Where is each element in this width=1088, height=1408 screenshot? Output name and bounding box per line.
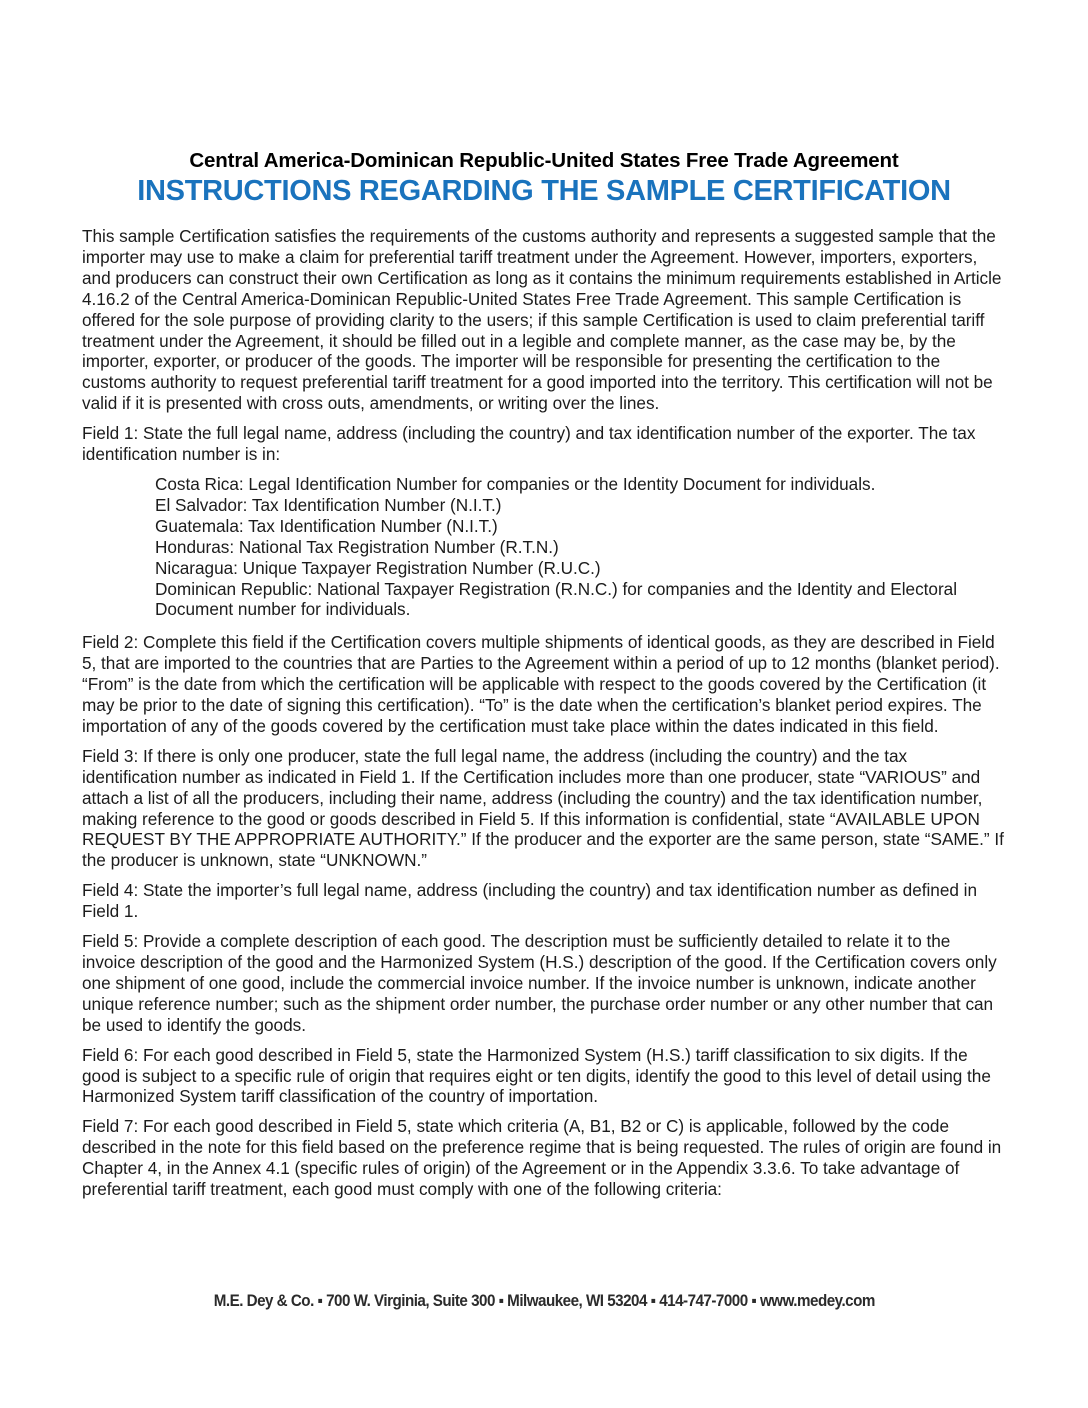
tax-id-list	[82, 474, 1006, 620]
field-4-paragraph: Field 4: State the importer’s full legal name, address (including the country) and tax identification number as defined in Field 1.	[82, 880, 977, 922]
list-item: Costa Rica: Legal Identification Number for companies or the Identity Document for individuals.	[155, 473, 876, 494]
field-2-paragraph: Field 2: Complete this field if the Certification covers multiple shipments of identical goods, as they are described in Field 5, that are imported to the countries that are Parties to the Agreement within a period of up to 12 months (blanket period). “From” is the date from which the certification will be applicable with respect to the goods covered by the Certification (it may be prior to the date of signing this certification). “To” is the date when the certification’s blanket period expires. The importation of any of the goods covered by the certification must take place within the dates indicated in this field.	[82, 632, 1000, 736]
field-1-paragraph: Field 1: State the full legal name, address (including the country) and tax identification number of the exporter. The tax identification number is in:	[82, 423, 976, 465]
page-title: INSTRUCTIONS REGARDING THE SAMPLE CERTIFICATION	[137, 175, 951, 207]
footer-contact-text: M.E. Dey & Co. ▪ 700 W. Virginia, Suite 300 ▪ Milwaukee, WI 53204 ▪ 414-747-7000 ▪ www.medey.com	[213, 1292, 875, 1310]
field-7-paragraph: Field 7: For each good described in Field 5, state which criteria (A, B1, B2 or C) is applicable, followed by the code described in the note for this field based on the preference regime that is being requested. The rules of origin are found in Chapter 4, in the Annex 4.1 (specific rules of origin) of the Agreement or in the Appendix 3.3.6. To take advantage of preferential tariff treatment, each good must comply with one of the following criteria:	[82, 1116, 1002, 1200]
list-item: El Salvador: Tax Identification Number (N.I.T.)	[155, 494, 502, 515]
document-content	[82, 148, 1006, 1200]
intro-paragraph: This sample Certification satisfies the requirements of the customs authority and represents a suggested sample that the importer may use to make a claim for preferential tariff treatment under the Agreement. However, importers, exporters, and producers can construct their own Certification as long as it contains the minimum requirements established in Article 4.16.2 of the Central America-Dominican Republic-United States Free Trade Agreement. This sample Certification is offered for the sole purpose of providing clarity to the users; if this sample Certification is used to claim preferential tariff treatment under the Agreement, it should be filled out in a legible and complete manner, as the case may be, by the importer, exporter, or producer of the goods. The importer will be responsible for presenting the certification to the customs authority to request preferential tariff treatment for a good imported into the territory. This certification will not be valid if it is presented with cross outs, amendments, or writing over the lines.	[82, 226, 1002, 414]
agreement-title: Central America-Dominican Republic-United States Free Trade Agreement	[189, 149, 899, 172]
field-5-paragraph: Field 5: Provide a complete description of each good. The description must be sufficiently detailed to relate it to the invoice description of the good and the Harmonized System (H.S.) description of the good. If the Certification covers only one shipment of one good, include the commercial invoice number. If the invoice number is unknown, indicate another unique reference number; such as the shipment order number, the purchase order number or any other number that can be used to identify the goods.	[82, 931, 997, 1035]
page-footer	[0, 1292, 1088, 1311]
document-title-block	[82, 148, 1006, 208]
list-item: Nicaragua: Unique Taxpayer Registration Number (R.U.C.)	[155, 557, 601, 578]
field-6-paragraph: Field 6: For each good described in Field 5, state the Harmonized System (H.S.) tariff classification to six digits. If the good is subject to a specific rule of origin that requires eight or ten digits, identify the good to this level of detail using the Harmonized System tariff classification of the country of importation.	[82, 1044, 991, 1107]
field-3-paragraph: Field 3: If there is only one producer, state the full legal name, the address (including the country) and the tax identification number as indicated in Field 1. If the Certification includes more than one producer, state “VARIOUS” and attach a list of all the producers, including their name, address (including the country) and the tax identification number, making reference to the good or goods described in Field 5. If this information is confidential, state “AVAILABLE UPON REQUEST BY THE APPROPRIATE AUTHORITY.” If the producer and the exporter are the same person, state “SAME.” If the producer is unknown, state “UNKNOWN.”	[82, 745, 1004, 871]
list-item: Guatemala: Tax Identification Number (N.I.T.)	[155, 515, 498, 536]
list-item: Dominican Republic: National Taxpayer Registration (R.N.C.) for companies and the Identity and Electoral Document number for individuals.	[155, 578, 957, 620]
list-item: Honduras: National Tax Registration Number (R.T.N.)	[155, 536, 559, 557]
